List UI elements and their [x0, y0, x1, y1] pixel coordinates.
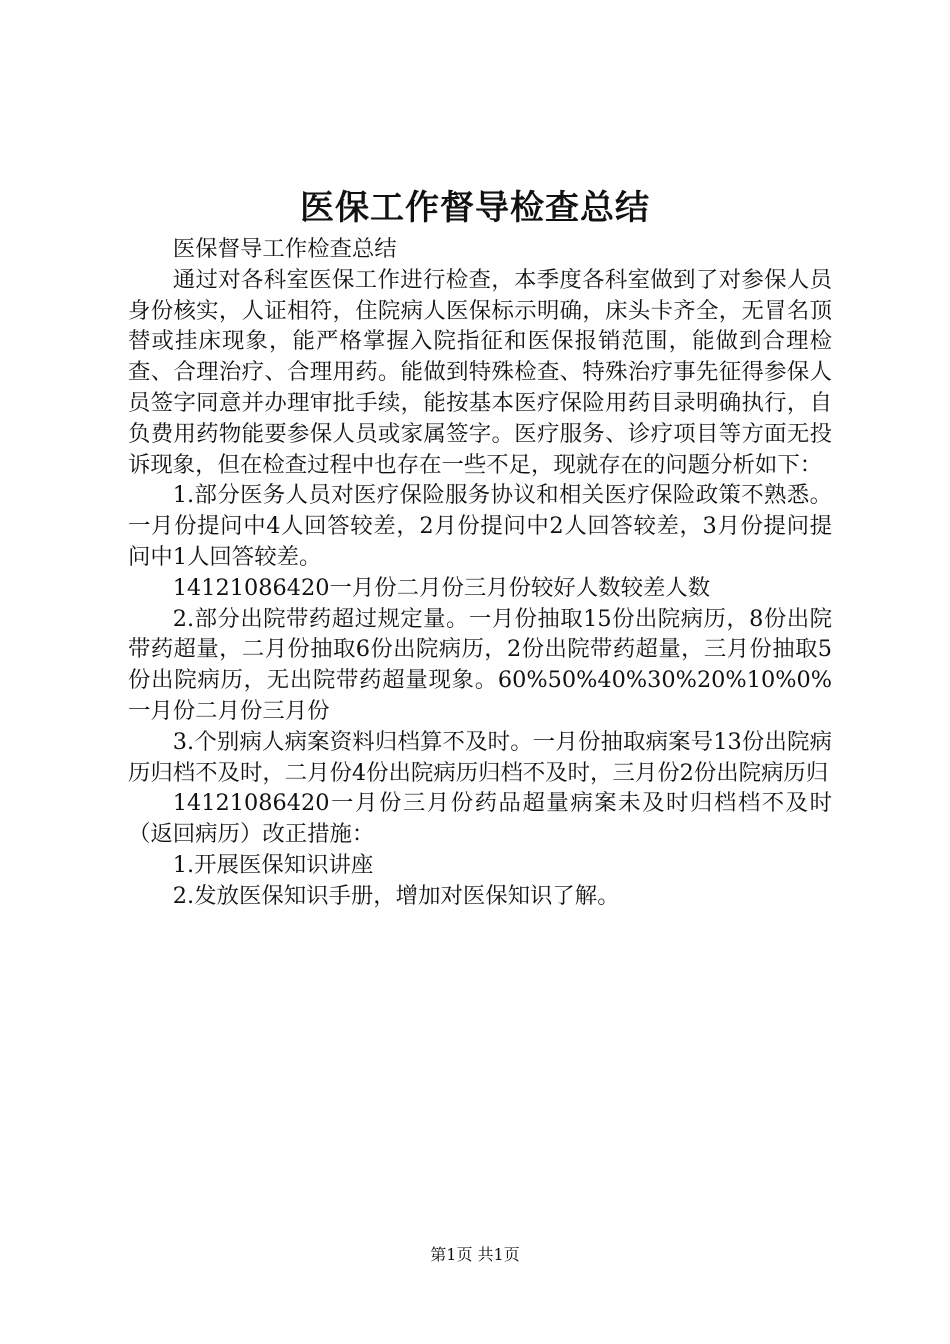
paragraph-issue-1: 1.部分医务人员对医疗保险服务协议和相关医疗保险政策不熟悉。一月份提问中4人回答较差，2月份提问中2人回答较差，3月份提问提问中1人回答较差。 — [128, 482, 832, 570]
paragraph-issue-3: 3.个别病人病案资料归档算不及时。一月份抽取病案号13份出院病历归档不及时，二月份4份出院病历归档不及时，三月份2份出院病历归 — [128, 728, 832, 786]
paragraph-chart-residue-1: 14121086420一月份二月份三月份较好人数较差人数 — [172, 574, 711, 601]
page-footer: 第1页 共1页 — [430, 1245, 520, 1264]
document-body — [128, 234, 832, 912]
paragraph-chart-residue-2: 14121086420一月份三月份药品超量病案未及时归档档不及时（返回病历）改正措施： — [128, 790, 832, 848]
paragraph-issue-2: 2.部分出院带药超过规定量。一月份抽取15份出院病历，8份出院带药超量，二月份抽取6份出院病历，2份出院带药超量，三月份抽取5份出院病历，无出院带药超量现象。60%50%40%30%20%10%0%一月份二月份三月份 — [128, 605, 832, 724]
paragraph-subtitle: 医保督导工作检查总结 — [172, 236, 397, 262]
paragraph-measure-2: 2.发放医保知识手册，增加对医保知识了解。 — [172, 882, 620, 909]
paragraph-intro: 通过对各科室医保工作进行检查，本季度各科室做到了对参保人员身份核实，人证相符，住院病人医保标示明确，床头卡齐全，无冒名顶替或挂床现象，能严格掌握入院指征和医保报销范围，能做到合理检查、合理治疗、合理用药。能做到特殊检查、特殊治疗事先征得参保人员签字同意并办理审批手续，能按基本医疗保险用药目录明确执行，自负费用药物能要参保人员或家属签字。医疗服务、诊疗项目等方面无投诉现象，但在检查过程中也存在一些不足，现就存在的问题分析如下： — [128, 266, 832, 478]
document-title: 医保工作督导检查总结 — [300, 188, 650, 228]
paragraph-measure-1: 1.开展医保知识讲座 — [172, 851, 374, 878]
